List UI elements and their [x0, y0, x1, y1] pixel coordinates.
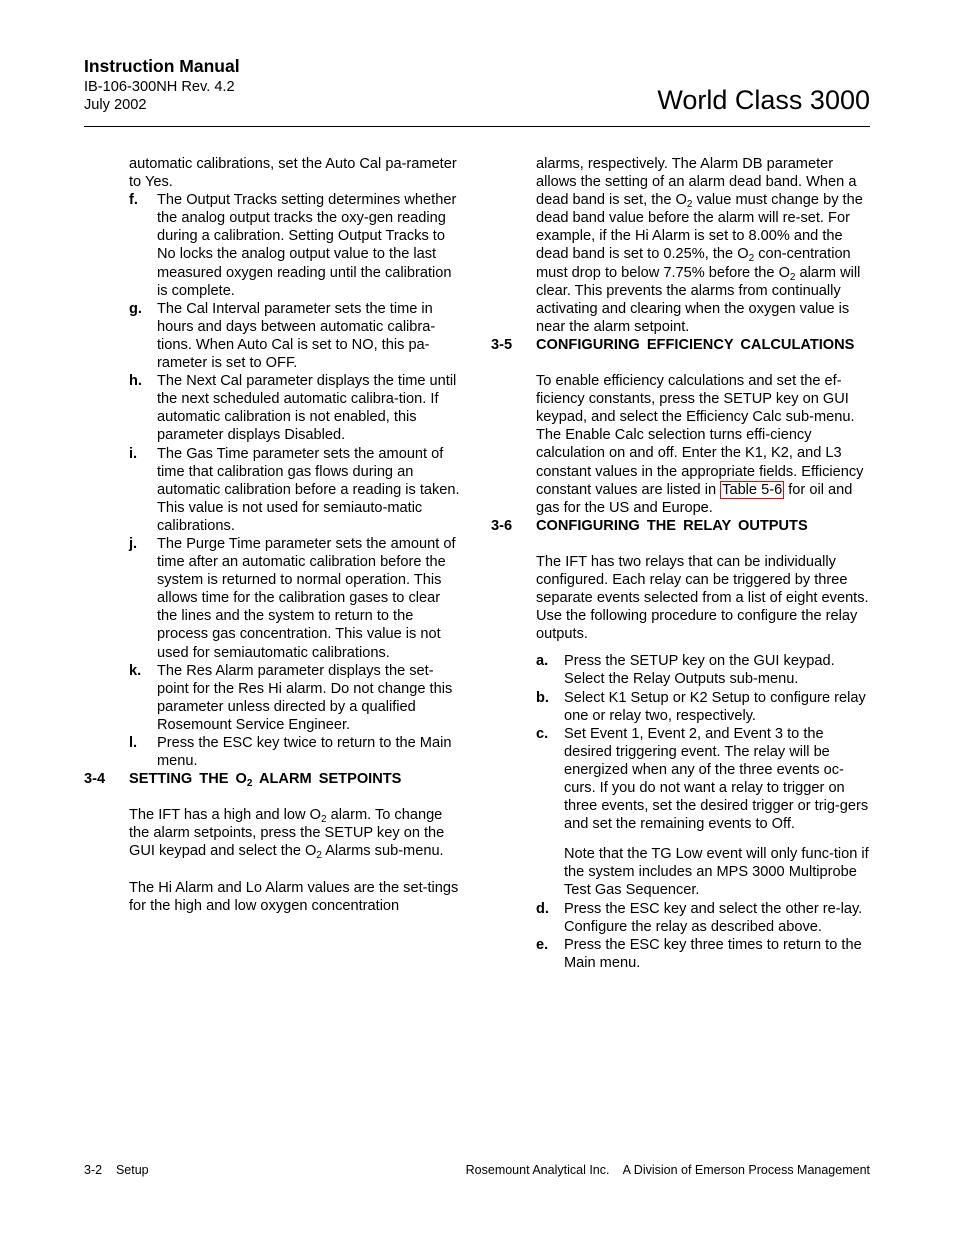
list-label: g. [129, 300, 142, 317]
footer-company: Rosemount Analytical Inc. A Division of Emerson Process Management [465, 1163, 870, 1177]
list-item-l [84, 734, 464, 770]
list-text: Press the SETUP key on the GUI keypad. Select the Relay Outputs sub-menu. [564, 653, 835, 688]
list-item-e [491, 936, 871, 972]
list-label: h. [129, 373, 142, 390]
list-label: e. [536, 936, 549, 953]
list-text: Select K1 Setup or K2 Setup to configure relay one or relay two, respectively. [564, 689, 866, 724]
list-text: The Gas Time parameter sets the amount of time that calibration gas flows during an automatic calibration before a reading is taken. This value is not used for semiauto-matic calibrations. [157, 445, 460, 534]
manual-title: Instruction Manual [84, 56, 240, 76]
list-text: Press the ESC key twice to return to the Main menu. [157, 735, 452, 770]
page-header [84, 56, 870, 126]
relay-intro-paragraph: The IFT has two relays that can be individually configured. Each relay can be triggered by three separate events selected from a list of eight events. Use the following procedure to configure the relay outputs. [536, 553, 869, 643]
section-heading-3-5 [491, 336, 871, 354]
document-id: IB-106-300NH Rev. 4.2 [84, 79, 235, 95]
tg-low-note: Note that the TG Low event will only func-tion if the system includes an MPS 3000 Multiprobe Test Gas Sequencer. [564, 846, 869, 899]
footer-page-section: 3-2 Setup [84, 1163, 149, 1177]
list-text: The Purge Time parameter sets the amount of time after an automatic calibration before the system is returned to normal operation. This allows time for the calibration gases to clear the lines and the system to return to the process gas concentration. This value is not used for semiautomatic calibrations. [157, 535, 456, 661]
list-text: The Next Cal parameter displays the time until the next scheduled automatic calibra-tion. If automatic calibration is not enabled, this parameter displays Disabled. [157, 373, 457, 444]
list-item-k [84, 662, 464, 734]
list-label: l. [129, 735, 138, 751]
list-text: Press the ESC key and select the other re-lay. Configure the relay as described above. [564, 900, 863, 935]
list-item-f [84, 191, 464, 300]
list-text: The Cal Interval parameter sets the time in hours and days between automatic calibra-tions. When Auto Cal is set to NO, this pa-rameter is set to OFF. [157, 300, 436, 372]
list-item-i [84, 445, 464, 535]
section-heading-3-4 [84, 770, 464, 788]
list-label: i. [129, 445, 138, 462]
alarm-setpoint-paragraph: The IFT has a high and low $O_2$ alarm. To change the alarm setpoints, press the SETUP key on the GUI keypad and select the $O_2$ Alarms sub-menu. [129, 807, 445, 862]
alarm-deadband-paragraph: alarms, respectively. The Alarm DB parameter allows the setting of an alarm dead band. When a dead band is set, the $O_2$ value must change by the dead band value before the alarm will re-set. For example, if the Hi Alarm is set to 8.00% and the dead band is set to 0.25%, the $O_2$ con-centration must drop to below 7.75% before the $O_2$ alarm will clear. This prevents the alarms from continually activating and clearing when the oxygen value is near the alarm setpoint. [536, 156, 863, 335]
list-item-d [491, 900, 871, 936]
list-label: a. [536, 653, 549, 670]
table-5-6-link[interactable]: Table 5-6 [722, 481, 783, 498]
list-text: Set Event 1, Event 2, and Event 3 to the desired triggering event. The relay will be energized when any of the three events oc-curs. If you do not want a relay to trigger on three events, set the desired trigger or trig-gers and set the remaining events to Off. [564, 725, 869, 833]
list-item-c [491, 725, 871, 834]
list-label: k. [129, 662, 142, 679]
header-rule [84, 126, 870, 127]
list-item-g [84, 300, 464, 372]
right-column [491, 155, 871, 972]
list-label: j. [129, 535, 138, 552]
section-title: CONFIGURING EFFICIENCY CALCULATIONS [536, 336, 855, 353]
section-number: 3-5 [491, 336, 513, 353]
section-number: 3-6 [491, 517, 513, 534]
continued-paragraph: automatic calibrations, set the Auto Cal pa-rameter to Yes. [129, 156, 457, 191]
section-heading-3-6 [491, 517, 871, 535]
product-name: World Class 3000 [657, 85, 870, 115]
section-title: SETTING THE $O_2$ ALARM SETPOINTS [129, 771, 402, 790]
list-item-a [491, 652, 871, 688]
list-label: b. [536, 689, 549, 706]
list-item-b [491, 689, 871, 725]
list-label: f. [129, 192, 138, 209]
list-text: The Res Alarm parameter displays the set-point for the Res Hi alarm. Do not change this parameter unless directed by a qualified Rosemount Service Engineer. [157, 662, 453, 733]
document-date: July 2002 [84, 97, 147, 113]
left-column [84, 155, 464, 915]
list-text: Press the ESC key three times to return to the Main menu. [564, 936, 862, 971]
list-text: The Output Tracks setting determines whether the analog output tracks the oxy-gen reading during a calibration. Setting Output Tracks to No locks the analog output value to the last measured oxygen reading until the calibration is complete. [157, 192, 457, 299]
section-number: 3-4 [84, 771, 106, 788]
efficiency-paragraph: To enable efficiency calculations and set the ef-ficiency constants, press the SETUP key on GUI keypad, and select the Efficiency Calc sub-menu. The Enable Calc selection turns effi-ciency calculation on and off. Enter the K1, K2, and L3 constant values in the appropriate fields. Efficiency constant values are listed in Table 5-6 for oil and gas for the US and Europe. [536, 373, 864, 516]
section-title: CONFIGURING THE RELAY OUTPUTS [536, 517, 808, 534]
list-label: c. [536, 725, 549, 742]
list-item-h [84, 372, 464, 444]
alarm-values-paragraph: The Hi Alarm and Lo Alarm values are the set-tings for the high and low oxygen concentration [129, 879, 459, 914]
list-label: d. [536, 900, 549, 917]
list-item-j [84, 535, 464, 662]
